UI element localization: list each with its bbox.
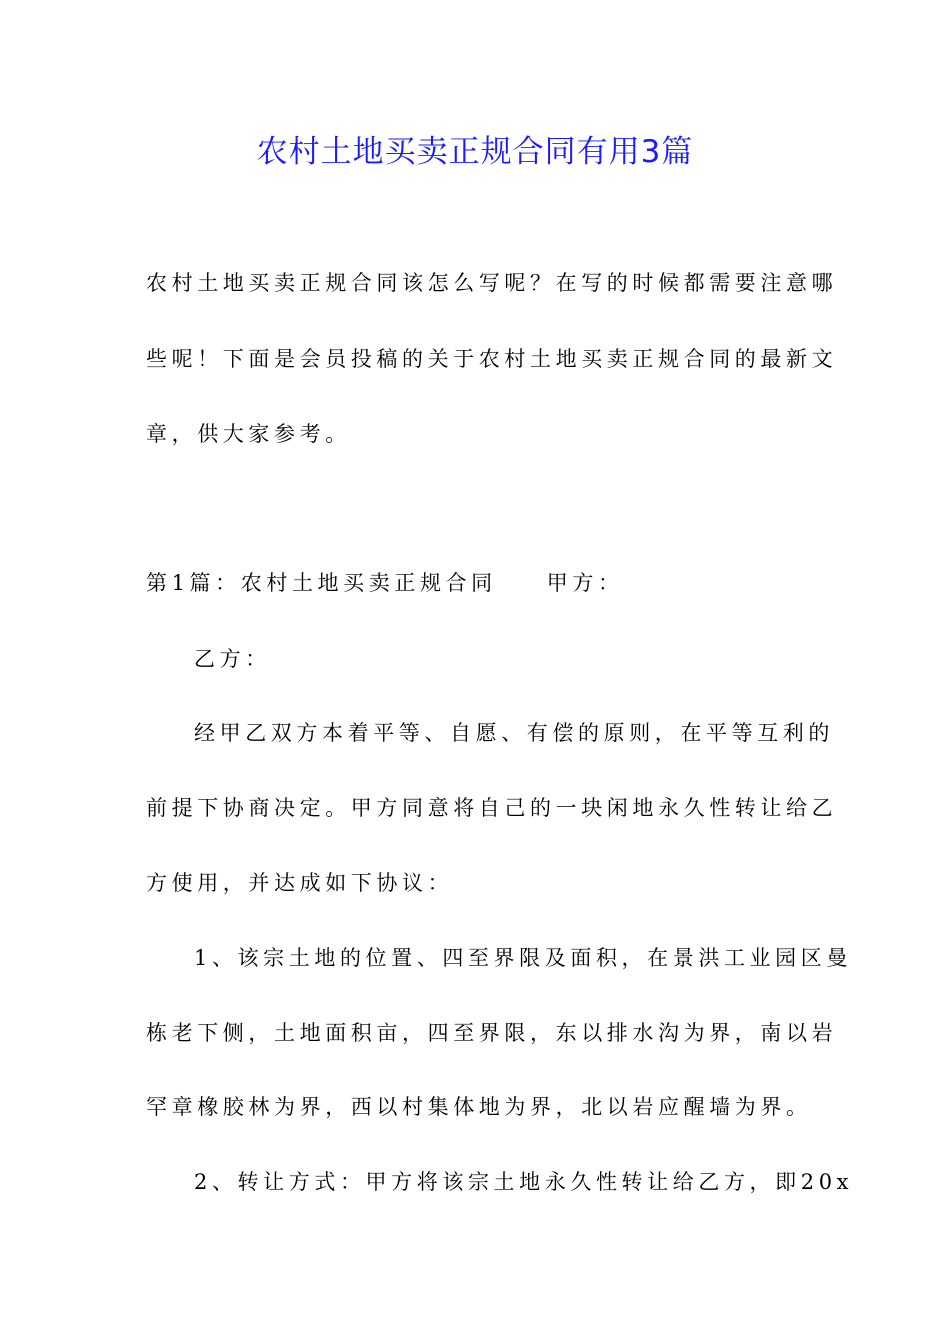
party-a-label: 甲方： (546, 571, 624, 595)
section-heading: 第1篇：农村土地买卖正规合同 (146, 571, 497, 595)
clause-1-line-3: 罕章橡胶林为界，西以村集体地为界，北以岩应醒墙为界。 (146, 1095, 812, 1119)
intro-line-1: 农村土地买卖正规合同该怎么写呢？在写的时候都需要注意哪 (146, 271, 838, 295)
clause-1-line-2: 栋老下侧，土地面积亩，四至界限，东以排水沟为界，南以岩 (146, 1021, 838, 1045)
section-heading-line (146, 568, 816, 598)
document-title: 农村土地买卖正规合同有用3篇 (256, 134, 694, 170)
body-line-3: 方使用，并达成如下协议： (146, 871, 454, 895)
party-b-label: 乙方： (194, 647, 271, 671)
body-line-1: 经甲乙双方本着平等、自愿、有偿的原则，在平等互利的 (194, 721, 834, 745)
clause-1-line-1: 1、该宗土地的位置、四至界限及面积，在景洪工业园区曼 (194, 946, 852, 970)
intro-line-3: 章，供大家参考。 (146, 422, 351, 446)
clause-2-line-1: 2、转让方式：甲方将该宗土地永久性转让给乙方，即20x (194, 1170, 854, 1194)
body-line-2: 前提下协商决定。甲方同意将自己的一块闲地永久性转让给乙 (146, 796, 838, 820)
intro-line-2: 些呢！下面是会员投稿的关于农村土地买卖正规合同的最新文 (146, 347, 838, 371)
